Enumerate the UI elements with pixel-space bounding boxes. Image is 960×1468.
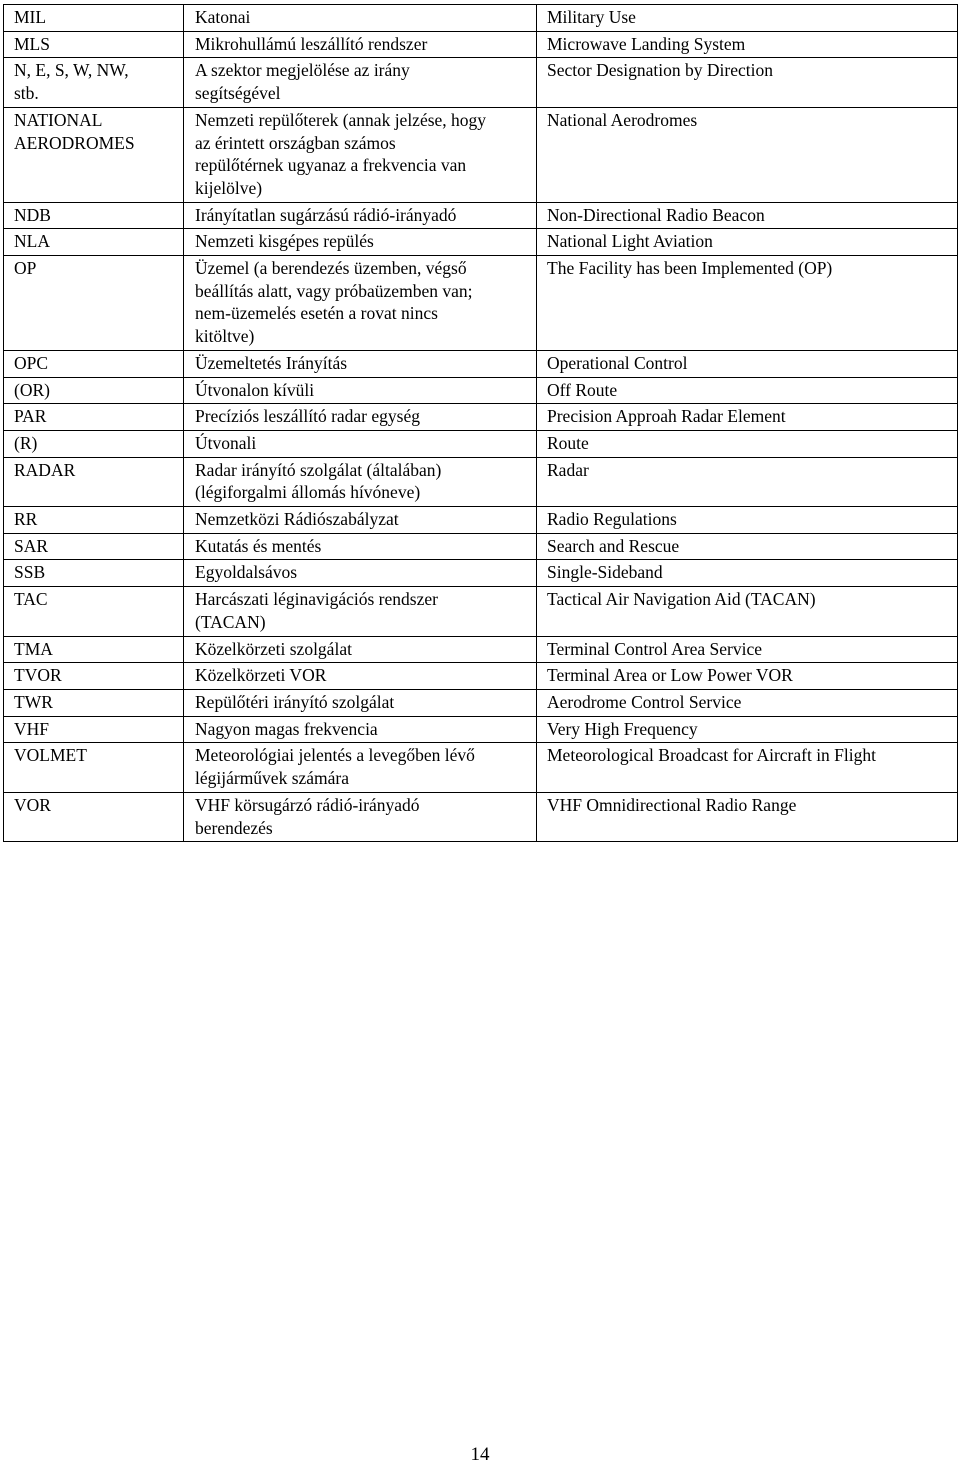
table-row (4, 404, 958, 431)
hungarian-meaning-cell: Nagyon magas frekvencia (184, 716, 537, 743)
page-number: 14 (470, 1444, 490, 1465)
table-row (4, 507, 958, 534)
hungarian-meaning-cell: Precíziós leszállító radar egység (184, 404, 537, 431)
abbreviation-cell: VHF (4, 716, 184, 743)
hungarian-meaning-cell: Katonai (184, 5, 537, 32)
table-row (4, 560, 958, 587)
abbreviation-cell: TVOR (4, 663, 184, 690)
abbreviation-cell: TMA (4, 636, 184, 663)
abbreviation-cell: TWR (4, 689, 184, 716)
english-meaning-cell: Route (537, 430, 958, 457)
hungarian-meaning-cell: Mikrohullámú leszállító rendszer (184, 31, 537, 58)
abbreviation-cell: OP (4, 256, 184, 351)
english-meaning-cell: Terminal Control Area Service (537, 636, 958, 663)
abbreviation-cell: OPC (4, 350, 184, 377)
english-meaning-cell: Meteorological Broadcast for Aircraft in Flight (537, 743, 958, 792)
hungarian-meaning-cell: Repülőtéri irányító szolgálat (184, 689, 537, 716)
english-meaning-cell: VHF Omnidirectional Radio Range (537, 792, 958, 841)
table-row (4, 229, 958, 256)
table-row (4, 202, 958, 229)
abbreviation-cell: (R) (4, 430, 184, 457)
english-meaning-cell: Tactical Air Navigation Aid (TACAN) (537, 587, 958, 636)
english-meaning-cell: Very High Frequency (537, 716, 958, 743)
abbreviation-cell: NATIONAL AERODROMES (4, 107, 184, 202)
hungarian-meaning-cell: Egyoldalsávos (184, 560, 537, 587)
abbreviation-cell: PAR (4, 404, 184, 431)
abbreviation-cell: SSB (4, 560, 184, 587)
abbreviation-cell: MIL (4, 5, 184, 32)
english-meaning-cell: Aerodrome Control Service (537, 689, 958, 716)
hungarian-meaning-cell: Radar irányító szolgálat (általában) (légiforgalmi állomás hívóneve) (184, 457, 537, 506)
table-row (4, 716, 958, 743)
hungarian-meaning-cell: Irányítatlan sugárzású rádió-irányadó (184, 202, 537, 229)
table-row (4, 792, 958, 841)
table-row (4, 350, 958, 377)
hungarian-meaning-cell: Meteorológiai jelentés a levegőben lévő légijárművek számára (184, 743, 537, 792)
table-row (4, 587, 958, 636)
english-meaning-cell: Radio Regulations (537, 507, 958, 534)
abbreviation-cell: NLA (4, 229, 184, 256)
hungarian-meaning-cell: Nemzeti repülőterek (annak jelzése, hogy az érintett országban számos repülőtérnek ugyanaz a frekvencia van kijelölve) (184, 107, 537, 202)
hungarian-meaning-cell: Közelkörzeti VOR (184, 663, 537, 690)
english-meaning-cell: Precision Approah Radar Element (537, 404, 958, 431)
table-row (4, 377, 958, 404)
abbreviation-cell: SAR (4, 533, 184, 560)
abbreviation-table-body (4, 5, 958, 842)
hungarian-meaning-cell: Üzemeltetés Irányítás (184, 350, 537, 377)
english-meaning-cell: National Aerodromes (537, 107, 958, 202)
table-row (4, 31, 958, 58)
hungarian-meaning-cell: Kutatás és mentés (184, 533, 537, 560)
english-meaning-cell: Search and Rescue (537, 533, 958, 560)
table-row (4, 533, 958, 560)
table-row (4, 5, 958, 32)
table-row (4, 256, 958, 351)
abbreviation-cell: VOR (4, 792, 184, 841)
english-meaning-cell: The Facility has been Implemented (OP) (537, 256, 958, 351)
english-meaning-cell: National Light Aviation (537, 229, 958, 256)
english-meaning-cell: Operational Control (537, 350, 958, 377)
abbreviation-cell: N, E, S, W, NW, stb. (4, 58, 184, 107)
table-row (4, 58, 958, 107)
english-meaning-cell: Radar (537, 457, 958, 506)
hungarian-meaning-cell: Közelkörzeti szolgálat (184, 636, 537, 663)
english-meaning-cell: Terminal Area or Low Power VOR (537, 663, 958, 690)
hungarian-meaning-cell: VHF körsugárzó rádió-irányadó berendezés (184, 792, 537, 841)
english-meaning-cell: Microwave Landing System (537, 31, 958, 58)
abbreviation-cell: VOLMET (4, 743, 184, 792)
abbreviation-cell: NDB (4, 202, 184, 229)
abbreviation-cell: (OR) (4, 377, 184, 404)
abbreviation-table (3, 4, 958, 842)
abbreviation-cell: RR (4, 507, 184, 534)
hungarian-meaning-cell: Nemzeti kisgépes repülés (184, 229, 537, 256)
abbreviation-cell: MLS (4, 31, 184, 58)
table-row (4, 663, 958, 690)
table-row (4, 689, 958, 716)
hungarian-meaning-cell: Nemzetközi Rádiószabályzat (184, 507, 537, 534)
hungarian-meaning-cell: Harcászati léginavigációs rendszer (TACAN) (184, 587, 537, 636)
english-meaning-cell: Single-Sideband (537, 560, 958, 587)
english-meaning-cell: Military Use (537, 5, 958, 32)
table-row (4, 430, 958, 457)
hungarian-meaning-cell: A szektor megjelölése az irány segítségével (184, 58, 537, 107)
english-meaning-cell: Sector Designation by Direction (537, 58, 958, 107)
hungarian-meaning-cell: Útvonalon kívüli (184, 377, 537, 404)
abbreviation-cell: TAC (4, 587, 184, 636)
table-row (4, 457, 958, 506)
table-row (4, 107, 958, 202)
hungarian-meaning-cell: Üzemel (a berendezés üzemben, végső beállítás alatt, vagy próbaüzemben van; nem-üzemelés esetén a rovat nincs kitöltve) (184, 256, 537, 351)
english-meaning-cell: Non-Directional Radio Beacon (537, 202, 958, 229)
abbreviation-cell: RADAR (4, 457, 184, 506)
hungarian-meaning-cell: Útvonali (184, 430, 537, 457)
table-row (4, 743, 958, 792)
table-row (4, 636, 958, 663)
english-meaning-cell: Off Route (537, 377, 958, 404)
